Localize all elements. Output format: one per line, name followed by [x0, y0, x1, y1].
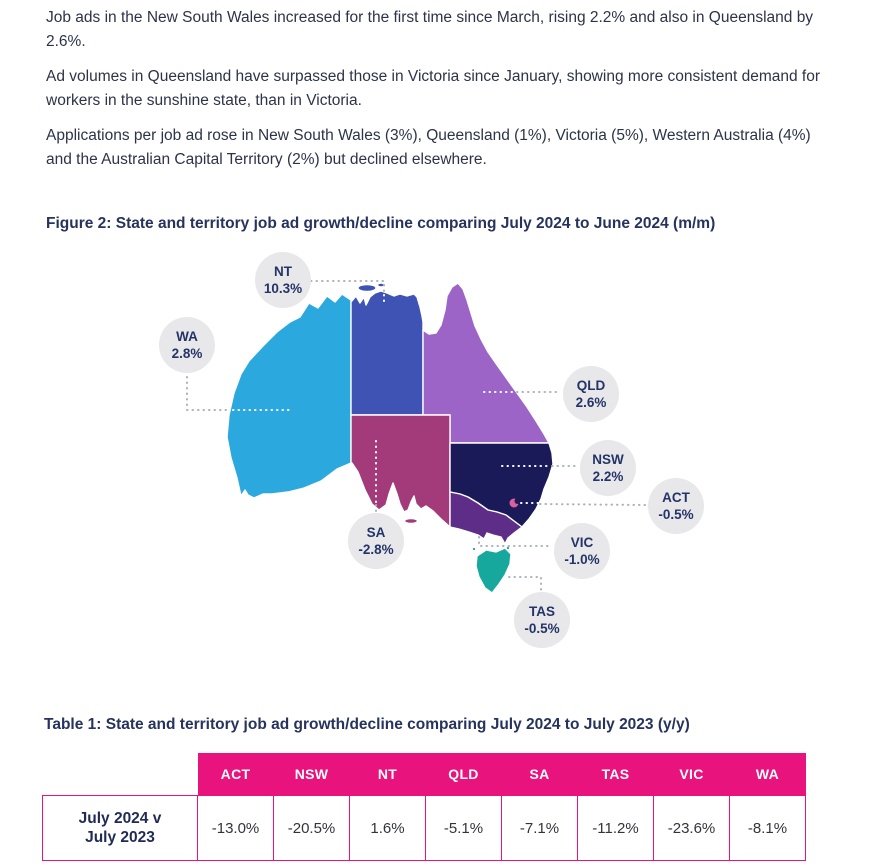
map-label-nt — [255, 252, 311, 308]
king-island — [472, 547, 476, 551]
table-data-row — [43, 796, 806, 861]
region-code: NSW — [592, 452, 624, 467]
table-col-header-tas: TAS — [578, 753, 654, 796]
table-col-header-vic: VIC — [654, 753, 730, 796]
paragraph-3: Applications per job ad rose in New South Wales (3%), Queensland (1%), Victoria (5%), Western Australia (4%) and the Australian Capital Territory (2%) but declined elsewhere. — [46, 127, 811, 168]
region-code: WA — [176, 329, 198, 344]
region-value: -1.0% — [564, 552, 600, 567]
region-value: 2.8% — [171, 346, 203, 361]
table-col-header-act: ACT — [198, 753, 274, 796]
map-label-wa — [159, 317, 215, 373]
state-wa — [227, 294, 351, 498]
paragraph-1: Job ads in the New South Wales increased for the first time since March, rising 2.2% and also in Queensland by 2.6%. — [46, 9, 814, 50]
table-col-header-sa: SA — [502, 753, 578, 796]
map-label-act — [648, 478, 704, 534]
table-cell-wa: -8.1% — [730, 796, 806, 861]
table-col-header-wa: WA — [730, 753, 806, 796]
region-code: TAS — [529, 604, 555, 619]
region-code: SA — [366, 525, 386, 540]
territory-act-bite — [515, 498, 521, 504]
state-nt — [351, 291, 423, 415]
tiwi-islands — [358, 285, 376, 292]
row-label-line1: July 2024 v — [78, 810, 162, 827]
state-sa — [351, 415, 450, 527]
region-code: ACT — [662, 490, 690, 505]
row-label-line2: July 2023 — [85, 829, 155, 846]
state-tas — [476, 548, 511, 593]
connector-wa — [187, 377, 230, 410]
region-value: -0.5% — [658, 507, 694, 522]
region-value: -0.5% — [524, 621, 560, 636]
table-cell-sa: -7.1% — [502, 796, 578, 861]
yoy-table — [42, 753, 806, 861]
table-cell-nt: 1.6% — [350, 796, 426, 861]
map-label-qld — [563, 366, 619, 422]
region-value: 10.3% — [263, 281, 303, 296]
connector-vic — [479, 537, 552, 546]
table-col-header-nt: NT — [350, 753, 426, 796]
region-code: VIC — [570, 535, 594, 550]
map-label-vic — [554, 523, 610, 579]
paragraph-2: Ad volumes in Queensland have surpassed those in Victoria since January, showing more consistent demand for workers in the sunshine state, than in Victoria. — [46, 68, 820, 109]
region-code: QLD — [576, 378, 606, 393]
table-row-label — [43, 796, 198, 861]
table-cell-act: -13.0% — [198, 796, 274, 861]
connector-act — [540, 504, 646, 505]
map-label-tas — [514, 592, 570, 648]
map-label-sa — [348, 513, 404, 569]
region-value: -2.8% — [358, 542, 394, 557]
region-value: 2.6% — [575, 395, 607, 410]
kangaroo-island — [405, 519, 418, 524]
connector-tas — [509, 577, 541, 590]
figure-title: Figure 2: State and territory job ad growth/decline comparing July 2024 to June 2024 (m/m) — [46, 215, 716, 232]
table-header-row — [43, 753, 806, 796]
map-label-nsw — [580, 440, 636, 496]
table-cell-nsw: -20.5% — [274, 796, 350, 861]
table-col-header-nsw: NSW — [274, 753, 350, 796]
region-value: 2.2% — [592, 469, 624, 484]
region-code: NT — [274, 264, 292, 279]
table-col-header-qld: QLD — [426, 753, 502, 796]
table-cell-qld: -5.1% — [426, 796, 502, 861]
table-cell-vic: -23.6% — [654, 796, 730, 861]
table-corner-cell — [43, 753, 198, 796]
table-title: Table 1: State and territory job ad growth/decline comparing July 2024 to July 2023 (y/y) — [44, 716, 690, 733]
table-cell-tas: -11.2% — [578, 796, 654, 861]
